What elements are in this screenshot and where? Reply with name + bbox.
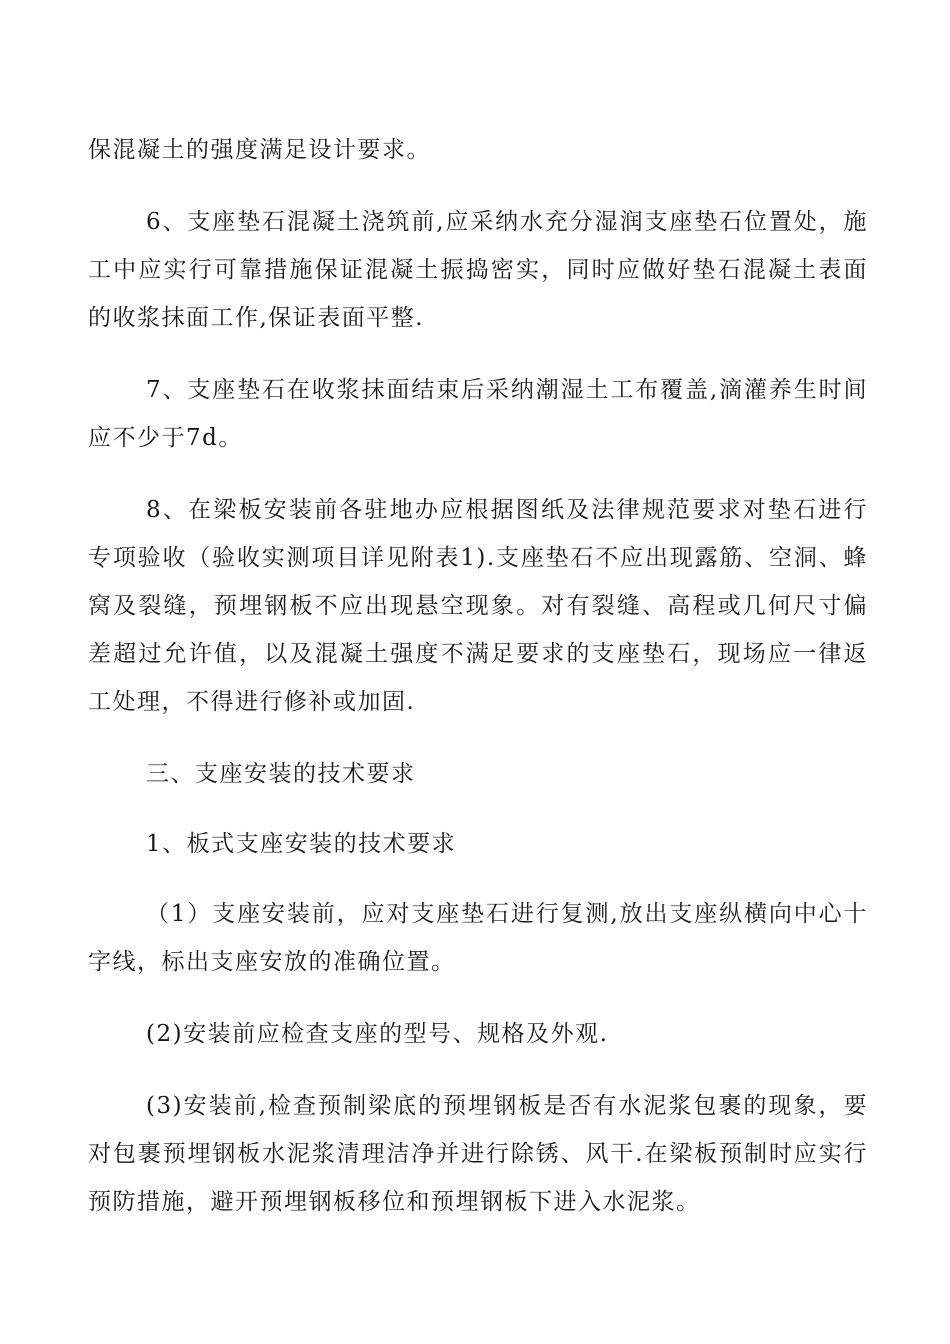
paragraph-sub-2: (2)安装前应检查支座的型号、规格及外观. — [146, 1021, 609, 1047]
paragraph-item-6: 6、支座垫石混凝土浇筑前,应采纳水充分湿润支座垫石位置处，施工中应实行可靠措施保证混凝土振捣密实，同时应做好垫石混凝土表面的收浆抹面工作,保证表面平整. — [88, 209, 868, 331]
paragraph-sub-1: （1）支座安装前，应对支座垫石进行复测,放出支座纵横向中心十字线，标出支座安放的准确位置。 — [88, 901, 868, 975]
section-heading-3: 三、支座安装的技术要求 — [146, 761, 416, 787]
paragraph-continuation: 保混凝土的强度满足设计要求。 — [88, 137, 431, 163]
paragraph-sub-3: (3)安装前,检查预制梁底的预埋钢板是否有水泥浆包裹的现象，要对包裹预埋钢板水泥浆清理洁净并进行除锈、风干.在梁板预制时应实行预防措施，避开预埋钢板移位和预埋钢板下进入水泥浆。 — [88, 1093, 868, 1215]
paragraph-item-8: 8、在梁板安装前各驻地办应根据图纸及法律规范要求对垫石进行专项验收（验收实测项目详见附表1).支座垫石不应出现露筋、空洞、蜂窝及裂缝，预埋钢板不应出现悬空现象。对有裂缝、高程或几何尺寸偏差超过允许值，以及混凝土强度不满足要求的支座垫石，现场应一律返工处理，不得进行修补或加固. — [88, 497, 868, 715]
paragraph-item-7: 7、支座垫石在收浆抹面结束后采纳潮湿土工布覆盖,滴灌养生时间应不少于7d。 — [88, 377, 868, 451]
subsection-heading-1: 1、板式支座安装的技术要求 — [146, 831, 457, 857]
document-page — [88, 126, 868, 1250]
